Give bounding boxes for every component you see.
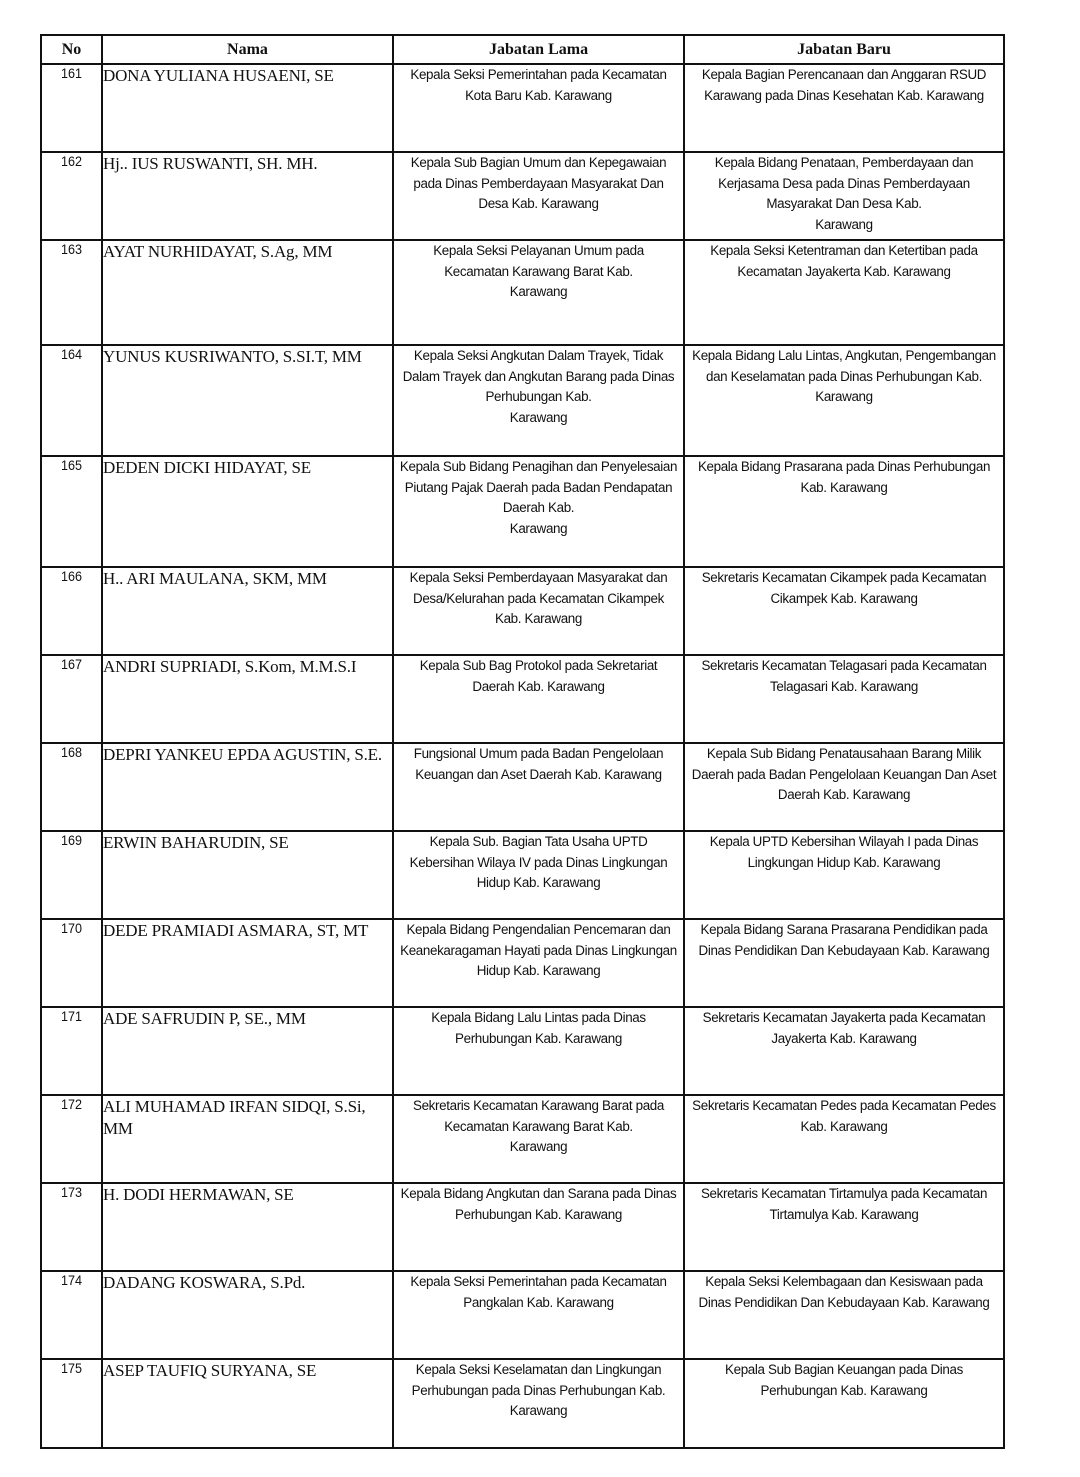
row-jabatan-lama <box>393 567 684 655</box>
row-no: 167 <box>44 655 99 743</box>
jabatan-baru-text: Kepala Bidang Lalu Lintas, Angkutan, Pengembangan dan Keselamatan pada Dinas Perhubungan Kab. Karawang <box>692 348 996 404</box>
table-row <box>41 456 1004 567</box>
row-jabatan-baru <box>684 240 1004 345</box>
jabatan-lama-text: Kepala Seksi Pemberdayaan Masyarakat dan Desa/Kelurahan pada Kecamatan Cikampek Kab. Karawang <box>409 570 668 626</box>
jabatan-baru-text: Kepala Sub Bidang Penatausahaan Barang Milik Daerah pada Badan Pengelolaan Keuangan Dan Aset Daerah Kab. Karawang <box>691 746 997 802</box>
jabatan-baru-text: Kepala Bagian Perencanaan dan Anggaran RSUD Karawang pada Dinas Kesehatan Kab. Karawang <box>701 67 987 103</box>
row-jabatan-lama <box>393 831 684 919</box>
row-nama: H.. ARI MAULANA, SKM, MM <box>102 567 393 655</box>
row-nama: YUNUS KUSRIWANTO, S.SI.T, MM <box>102 345 393 456</box>
row-jabatan-lama <box>393 64 684 152</box>
row-jabatan-baru <box>684 567 1004 655</box>
table-row <box>41 64 1004 152</box>
table-row <box>41 567 1004 655</box>
row-jabatan-lama <box>393 152 684 240</box>
table-row <box>41 1359 1004 1448</box>
row-no: 163 <box>44 240 99 345</box>
jabatan-lama-text: Kepala Seksi Keselamatan dan Lingkungan Perhubungan pada Dinas Perhubungan Kab. Karawang <box>411 1362 666 1418</box>
row-jabatan-baru <box>684 345 1004 456</box>
row-jabatan-lama <box>393 1095 684 1183</box>
jabatan-lama-text: Kepala Seksi Angkutan Dalam Trayek, Tidak Dalam Trayek dan Angkutan Barang pada Dinas Perhubungan Kab. Karawang <box>402 348 675 425</box>
row-no: 170 <box>44 919 99 1007</box>
jabatan-baru-text: Kepala UPTD Kebersihan Wilayah I pada Dinas Lingkungan Hidup Kab. Karawang <box>709 834 979 870</box>
row-jabatan-lama <box>393 743 684 831</box>
row-jabatan-baru <box>684 655 1004 743</box>
row-jabatan-baru <box>684 1007 1004 1095</box>
row-jabatan-baru <box>684 1271 1004 1359</box>
row-jabatan-baru <box>684 152 1004 240</box>
jabatan-lama-text: Kepala Sub Bidang Penagihan dan Penyelesaian Piutang Pajak Daerah pada Badan Pendapatan Daerah Kab. Karawang <box>399 459 678 536</box>
jabatan-baru-text: Kepala Sub Bagian Keuangan pada Dinas Perhubungan Kab. Karawang <box>725 1362 963 1398</box>
row-nama: ADE SAFRUDIN P, SE., MM <box>102 1007 393 1095</box>
row-no: 174 <box>44 1271 99 1359</box>
row-no: 173 <box>44 1183 99 1271</box>
jabatan-baru-text: Sekretaris Kecamatan Pedes pada Kecamatan Pedes Kab. Karawang <box>692 1098 996 1134</box>
row-no: 164 <box>44 345 99 456</box>
jabatan-baru-text: Kepala Bidang Prasarana pada Dinas Perhubungan Kab. Karawang <box>697 459 991 495</box>
row-jabatan-baru <box>684 919 1004 1007</box>
table-row <box>41 919 1004 1007</box>
header-nama: Nama <box>102 35 393 64</box>
row-nama: ERWIN BAHARUDIN, SE <box>102 831 393 919</box>
jabatan-lama-text: Kepala Sub Bagian Umum dan Kepegawaian pada Dinas Pemberdayaan Masyarakat Dan Desa Kab. Karawang <box>410 155 667 211</box>
row-no: 166 <box>44 567 99 655</box>
row-no: 169 <box>44 831 99 919</box>
row-jabatan-lama <box>393 456 684 567</box>
jabatan-baru-text: Kepala Bidang Sarana Prasarana Pendidikan pada Dinas Pendidikan Dan Kebudayaan Kab. Karawang <box>698 922 990 958</box>
row-jabatan-baru <box>684 1183 1004 1271</box>
table-row <box>41 1183 1004 1271</box>
row-nama: DEDEN DICKI HIDAYAT, SE <box>102 456 393 567</box>
jabatan-lama-text: Kepala Seksi Pemerintahan pada Kecamatan Kota Baru Kab. Karawang <box>410 67 667 103</box>
row-no: 175 <box>44 1359 99 1448</box>
jabatan-baru-text: Kepala Seksi Kelembagaan dan Kesiswaan pada Dinas Pendidikan Dan Kebudayaan Kab. Karawang <box>698 1274 990 1310</box>
jabatan-baru-text: Kepala Seksi Ketentraman dan Ketertiban pada Kecamatan Jayakerta Kab. Karawang <box>710 243 978 279</box>
jabatan-lama-text: Kepala Seksi Pemerintahan pada Kecamatan Pangkalan Kab. Karawang <box>410 1274 667 1310</box>
row-nama: DEPRI YANKEU EPDA AGUSTIN, S.E. <box>102 743 393 831</box>
jabatan-baru-text: Sekretaris Kecamatan Cikampek pada Kecamatan Cikampek Kab. Karawang <box>701 570 987 606</box>
row-no: 161 <box>44 64 99 152</box>
row-jabatan-baru <box>684 64 1004 152</box>
header-row <box>41 35 1004 64</box>
table-row <box>41 345 1004 456</box>
row-jabatan-baru <box>684 743 1004 831</box>
header-no: No <box>41 35 102 64</box>
table-header <box>41 35 1004 64</box>
jabatan-baru-text: Kepala Bidang Penataan, Pemberdayaan dan Kerjasama Desa pada Dinas Pemberdayaan Masyarakat Dan Desa Kab. Karawang <box>714 155 974 232</box>
row-nama: DADANG KOSWARA, S.Pd. <box>102 1271 393 1359</box>
jabatan-lama-text: Kepala Bidang Lalu Lintas pada Dinas Perhubungan Kab. Karawang <box>431 1010 646 1046</box>
jabatan-lama-text: Fungsional Umum pada Badan Pengelolaan Keuangan dan Aset Daerah Kab. Karawang <box>413 746 664 782</box>
jabatan-lama-text: Kepala Sub Bag Protokol pada Sekretariat Daerah Kab. Karawang <box>419 658 658 694</box>
jabatan-lama-text: Kepala Seksi Pelayanan Umum pada Kecamatan Karawang Barat Kab. Karawang <box>433 243 644 299</box>
row-nama: AYAT NURHIDAYAT, S.Ag, MM <box>102 240 393 345</box>
row-jabatan-lama <box>393 1007 684 1095</box>
header-jabatan-baru: Jabatan Baru <box>684 35 1004 64</box>
row-jabatan-lama <box>393 919 684 1007</box>
row-no: 162 <box>44 152 99 240</box>
table-row <box>41 152 1004 240</box>
jabatan-lama-text: Kepala Bidang Angkutan dan Sarana pada Dinas Perhubungan Kab. Karawang <box>400 1186 677 1222</box>
jabatan-lama-text: Sekretaris Kecamatan Karawang Barat pada Kecamatan Karawang Barat Kab. Karawang <box>413 1098 664 1154</box>
table-row <box>41 1007 1004 1095</box>
header-jabatan-lama: Jabatan Lama <box>393 35 684 64</box>
table-row <box>41 1095 1004 1183</box>
row-jabatan-baru <box>684 1095 1004 1183</box>
row-jabatan-lama <box>393 240 684 345</box>
row-nama: DONA YULIANA HUSAENI, SE <box>102 64 393 152</box>
row-jabatan-lama <box>393 1183 684 1271</box>
jabatan-baru-text: Sekretaris Kecamatan Telagasari pada Kecamatan Telagasari Kab. Karawang <box>701 658 987 694</box>
row-no: 168 <box>44 743 99 831</box>
jabatan-lama-text: Kepala Bidang Pengendalian Pencemaran dan Keanekaragaman Hayati pada Dinas Lingkungan Hidup Kab. Karawang <box>400 922 677 978</box>
row-jabatan-lama <box>393 345 684 456</box>
row-jabatan-baru <box>684 456 1004 567</box>
row-nama: ANDRI SUPRIADI, S.Kom, M.M.S.I <box>102 655 393 743</box>
row-no: 172 <box>44 1095 99 1183</box>
table-row <box>41 743 1004 831</box>
row-jabatan-lama <box>393 655 684 743</box>
row-jabatan-lama <box>393 1359 684 1448</box>
table-row <box>41 240 1004 345</box>
jabatan-lama-text: Kepala Sub. Bagian Tata Usaha UPTD Kebersihan Wilaya IV pada Dinas Lingkungan Hidup Kab. Karawang <box>409 834 668 890</box>
row-no: 165 <box>44 456 99 567</box>
row-nama: ASEP TAUFIQ SURYANA, SE <box>102 1359 393 1448</box>
row-nama: ALI MUHAMAD IRFAN SIDQI, S.Si, MM <box>102 1095 393 1183</box>
row-jabatan-baru <box>684 831 1004 919</box>
mutasi-jabatan-table <box>40 34 1005 1449</box>
table-row <box>41 655 1004 743</box>
jabatan-baru-text: Sekretaris Kecamatan Jayakerta pada Kecamatan Jayakerta Kab. Karawang <box>702 1010 986 1046</box>
row-nama: H. DODI HERMAWAN, SE <box>102 1183 393 1271</box>
jabatan-baru-text: Sekretaris Kecamatan Tirtamulya pada Kecamatan Tirtamulya Kab. Karawang <box>700 1186 988 1222</box>
row-jabatan-lama <box>393 1271 684 1359</box>
table-row <box>41 1271 1004 1359</box>
row-jabatan-baru <box>684 1359 1004 1448</box>
row-nama: Hj.. IUS RUSWANTI, SH. MH. <box>102 152 393 240</box>
row-nama: DEDE PRAMIADI ASMARA, ST, MT <box>102 919 393 1007</box>
table-body <box>41 64 1004 1448</box>
table-row <box>41 831 1004 919</box>
row-no: 171 <box>44 1007 99 1095</box>
